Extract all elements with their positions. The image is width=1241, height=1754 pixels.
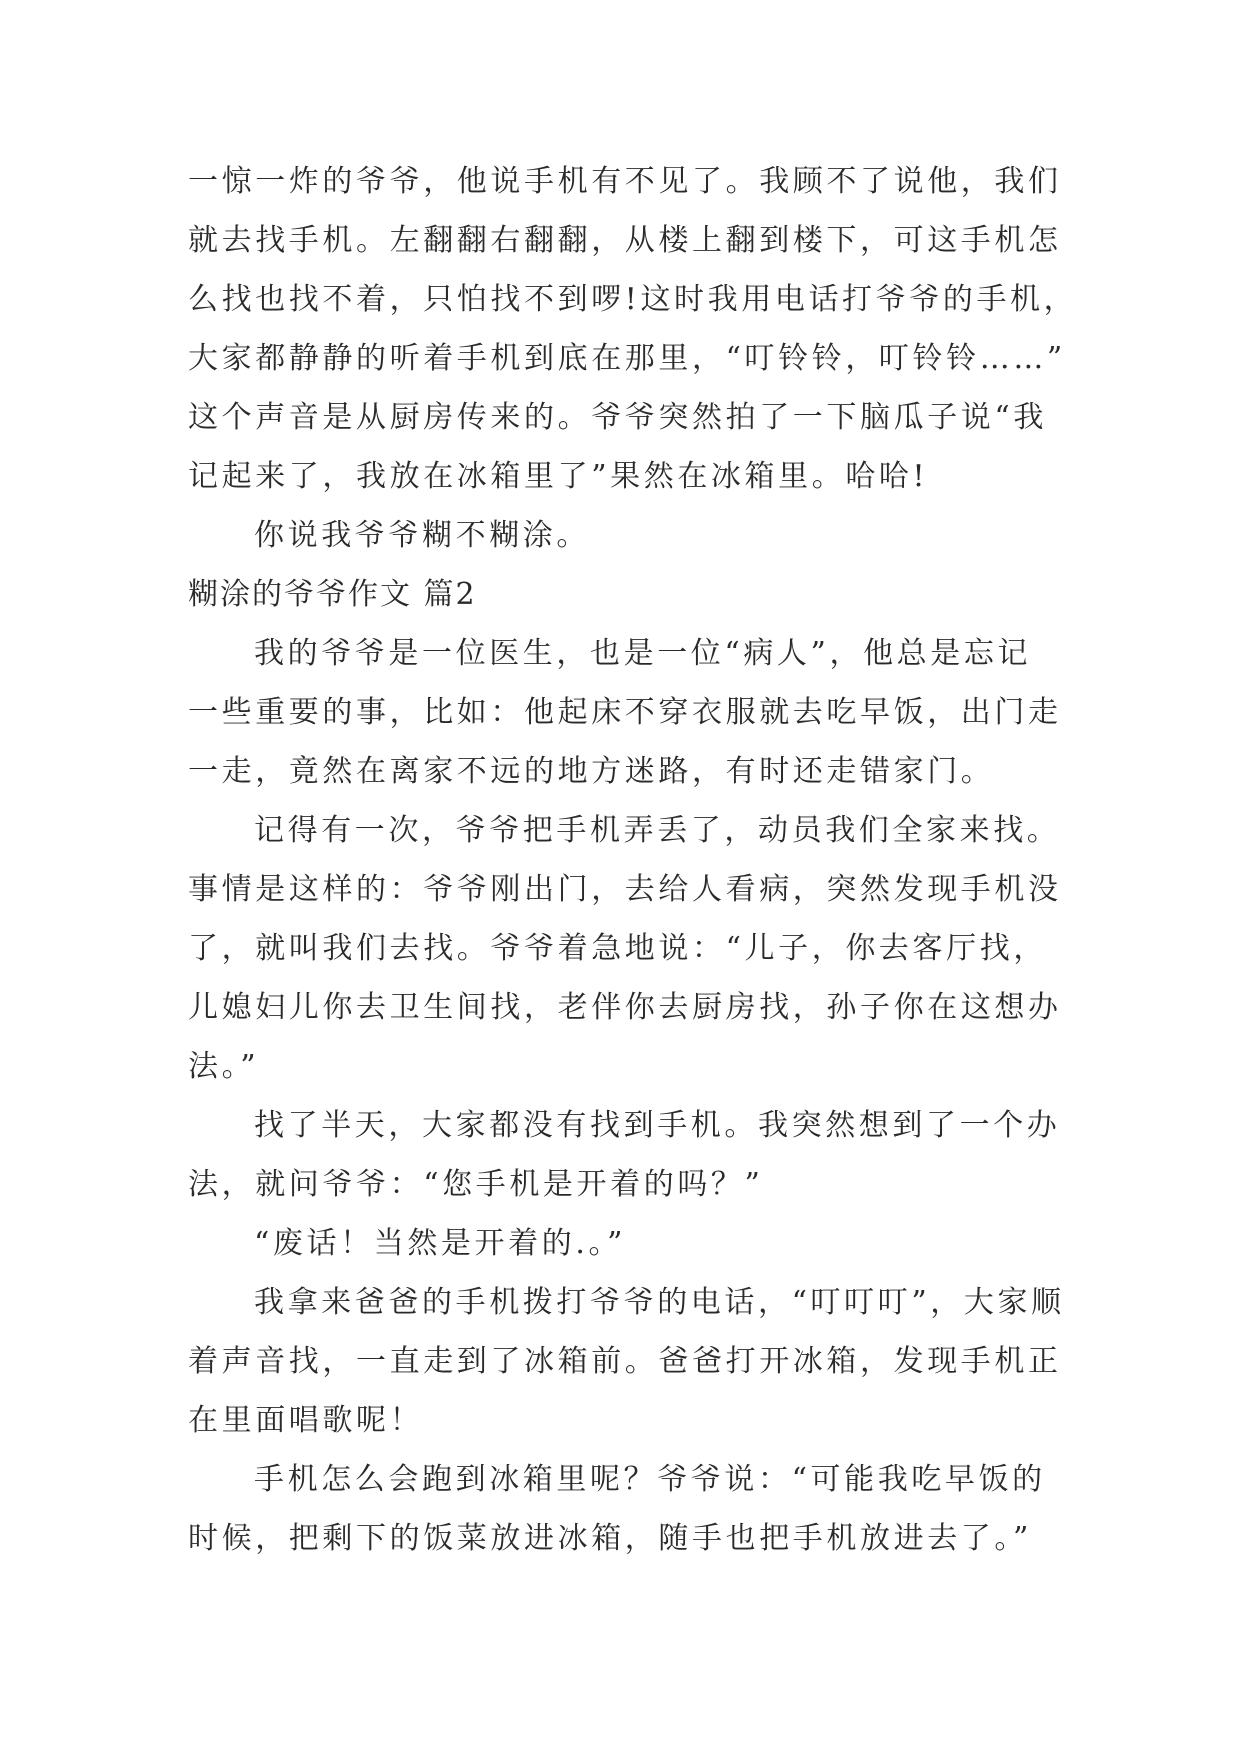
paragraph-line: 记得有一次，爷爷把手机弄丢了，动员我们全家来找。 (254, 813, 1061, 848)
text-line: 就去找手机。左翻翻右翻翻，从楼上翻到楼下，可这手机怎 (188, 223, 1062, 258)
text-line: 一些重要的事，比如：他起床不穿衣服就去吃早饭，出门走 (188, 695, 1062, 730)
paragraph-line: “废话！当然是开着的.。” (254, 1226, 627, 1261)
text-line: 一走，竟然在离家不远的地方迷路，有时还走错家门。 (188, 754, 995, 789)
text-line: 法。” (188, 1049, 260, 1084)
paragraph-line: 手机怎么会跑到冰箱里呢？爷爷说：“可能我吃早饭的 (254, 1462, 1046, 1497)
paragraph-line: 你说我爷爷糊不糊涂。 (254, 518, 590, 553)
document-body (188, 152, 1078, 1568)
text-line: 儿媳妇儿你去卫生间找，老伴你去厨房找，孙子你在这想办 (188, 990, 1062, 1025)
text-line: 在里面唱歌呢！ (188, 1403, 424, 1438)
text-line: 了，就叫我们去找。爷爷着急地说：“儿子，你去客厅找， (188, 931, 1047, 966)
section-heading: 糊涂的爷爷作文 篇2 (188, 577, 477, 612)
text-line: 一惊一炸的爷爷，他说手机有不见了。我顾不了说他，我们 (188, 164, 1062, 199)
text-line: 法，就问爷爷：“您手机是开着的吗？” (188, 1167, 764, 1202)
text-line: 记起来了，我放在冰箱里了”果然在冰箱里。哈哈! (188, 459, 929, 494)
paragraph-line: 我的爷爷是一位医生，也是一位“病人”，他总是忘记 (254, 636, 1032, 671)
text-line: 时候，把剩下的饭菜放进冰箱，随手也把手机放进去了。” (188, 1521, 1032, 1556)
text-line: 这个声音是从厨房传来的。爷爷突然拍了一下脑瓜子说“我 (188, 400, 1047, 435)
text-line: 么找也找不着，只怕找不到啰!这时我用电话打爷爷的手机， (188, 282, 1078, 317)
text-line: 着声音找，一直走到了冰箱前。爸爸打开冰箱，发现手机正 (188, 1344, 1062, 1379)
text-line: 事情是这样的：爷爷刚出门，去给人看病，突然发现手机没 (188, 872, 1062, 907)
paragraph-line: 找了半天，大家都没有找到手机。我突然想到了一个办 (254, 1108, 1061, 1143)
paragraph-line: 我拿来爸爸的手机拨打爷爷的电话，“叮叮叮”，大家顺 (254, 1285, 1065, 1320)
text-line: 大家都静静的听着手机到底在那里，“叮铃铃，叮铃铃……” (188, 341, 1066, 376)
